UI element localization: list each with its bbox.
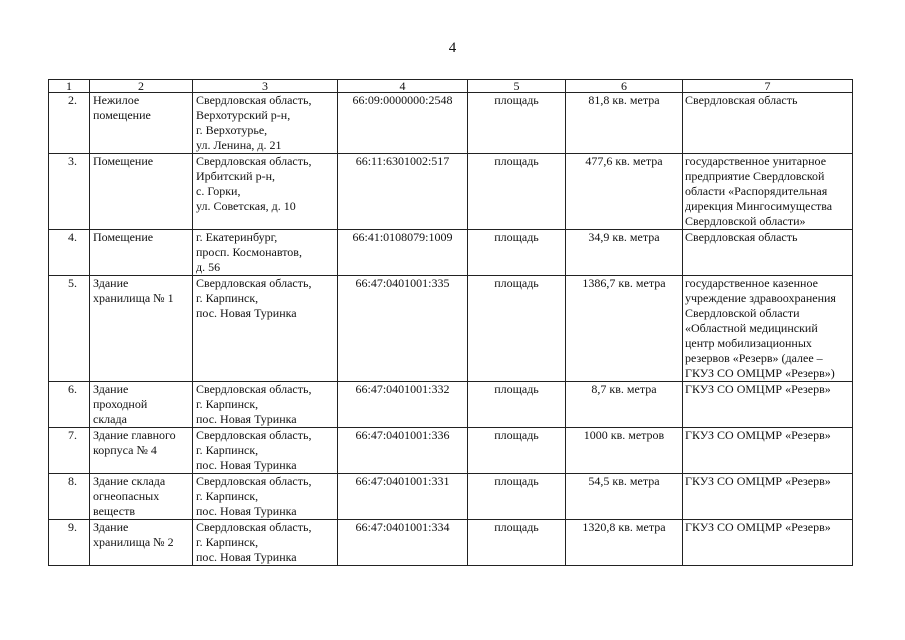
cadastral-number: 66:11:6301002:517 bbox=[338, 154, 468, 230]
address: Свердловская область, г. Карпинск, пос. Новая Туринка bbox=[193, 276, 338, 382]
table-row bbox=[49, 382, 853, 428]
column-header: 6 bbox=[566, 80, 683, 93]
holder: Свердловская область bbox=[683, 93, 853, 154]
area-value: 1320,8 кв. метра bbox=[566, 520, 683, 566]
holder: государственное унитарное предприятие Свердловской области «Распорядительная дирекция Мингосимущества Свердловской области» bbox=[683, 154, 853, 230]
holder: государственное казенное учреждение здравоохранения Свердловской области «Областной медицинский центр мобилизационных резервов «Резерв» (далее – ГКУЗ СО ОМЦМР «Резерв») bbox=[683, 276, 853, 382]
row-number: 9. bbox=[49, 520, 90, 566]
area-value: 34,9 кв. метра bbox=[566, 230, 683, 276]
cadastral-number: 66:47:0401001:331 bbox=[338, 474, 468, 520]
table-row bbox=[49, 93, 853, 154]
header-row bbox=[49, 80, 853, 93]
object-name: Помещение bbox=[90, 154, 193, 230]
object-name: Здание хранилища № 2 bbox=[90, 520, 193, 566]
table-row bbox=[49, 230, 853, 276]
row-number: 6. bbox=[49, 382, 90, 428]
characteristic: площадь bbox=[468, 520, 566, 566]
holder: ГКУЗ СО ОМЦМР «Резерв» bbox=[683, 474, 853, 520]
table-row bbox=[49, 154, 853, 230]
address: Свердловская область, г. Карпинск, пос. Новая Туринка bbox=[193, 474, 338, 520]
row-number: 8. bbox=[49, 474, 90, 520]
page-number: 4 bbox=[448, 40, 457, 56]
table-row bbox=[49, 474, 853, 520]
area-value: 477,6 кв. метра bbox=[566, 154, 683, 230]
object-name: Здание главного корпуса № 4 bbox=[90, 428, 193, 474]
object-name: Нежилое помещение bbox=[90, 93, 193, 154]
area-value: 81,8 кв. метра bbox=[566, 93, 683, 154]
object-name: Здание склада огнеопасных веществ bbox=[90, 474, 193, 520]
column-header: 4 bbox=[338, 80, 468, 93]
table-row bbox=[49, 276, 853, 382]
cadastral-number: 66:09:0000000:2548 bbox=[338, 93, 468, 154]
column-header: 7 bbox=[683, 80, 853, 93]
cadastral-number: 66:47:0401001:336 bbox=[338, 428, 468, 474]
address: Свердловская область, Ирбитский р-н, с. Горки, ул. Советская, д. 10 bbox=[193, 154, 338, 230]
row-number: 3. bbox=[49, 154, 90, 230]
holder: ГКУЗ СО ОМЦМР «Резерв» bbox=[683, 428, 853, 474]
characteristic: площадь bbox=[468, 276, 566, 382]
address: Свердловская область, Верхотурский р-н, г. Верхотурье, ул. Ленина, д. 21 bbox=[193, 93, 338, 154]
address: Свердловская область, г. Карпинск, пос. Новая Туринка bbox=[193, 428, 338, 474]
object-name: Помещение bbox=[90, 230, 193, 276]
address: Свердловская область, г. Карпинск, пос. Новая Туринка bbox=[193, 382, 338, 428]
holder: ГКУЗ СО ОМЦМР «Резерв» bbox=[683, 382, 853, 428]
characteristic: площадь bbox=[468, 230, 566, 276]
characteristic: площадь bbox=[468, 474, 566, 520]
row-number: 2. bbox=[49, 93, 90, 154]
holder: Свердловская область bbox=[683, 230, 853, 276]
address: Свердловская область, г. Карпинск, пос. Новая Туринка bbox=[193, 520, 338, 566]
cadastral-number: 66:47:0401001:334 bbox=[338, 520, 468, 566]
column-header: 5 bbox=[468, 80, 566, 93]
table-row bbox=[49, 428, 853, 474]
object-name: Здание хранилища № 1 bbox=[90, 276, 193, 382]
column-header: 1 bbox=[49, 80, 90, 93]
cadastral-number: 66:41:0108079:1009 bbox=[338, 230, 468, 276]
property-table bbox=[48, 79, 853, 566]
column-header: 2 bbox=[90, 80, 193, 93]
row-number: 7. bbox=[49, 428, 90, 474]
characteristic: площадь bbox=[468, 382, 566, 428]
characteristic: площадь bbox=[468, 428, 566, 474]
area-value: 1000 кв. метров bbox=[566, 428, 683, 474]
table-row bbox=[49, 520, 853, 566]
area-value: 1386,7 кв. метра bbox=[566, 276, 683, 382]
area-value: 8,7 кв. метра bbox=[566, 382, 683, 428]
cadastral-number: 66:47:0401001:335 bbox=[338, 276, 468, 382]
area-value: 54,5 кв. метра bbox=[566, 474, 683, 520]
characteristic: площадь bbox=[468, 93, 566, 154]
cadastral-number: 66:47:0401001:332 bbox=[338, 382, 468, 428]
object-name: Здание проходной склада bbox=[90, 382, 193, 428]
column-header: 3 bbox=[193, 80, 338, 93]
address: г. Екатеринбург, просп. Космонавтов, д. 56 bbox=[193, 230, 338, 276]
row-number: 5. bbox=[49, 276, 90, 382]
row-number: 4. bbox=[49, 230, 90, 276]
holder: ГКУЗ СО ОМЦМР «Резерв» bbox=[683, 520, 853, 566]
characteristic: площадь bbox=[468, 154, 566, 230]
